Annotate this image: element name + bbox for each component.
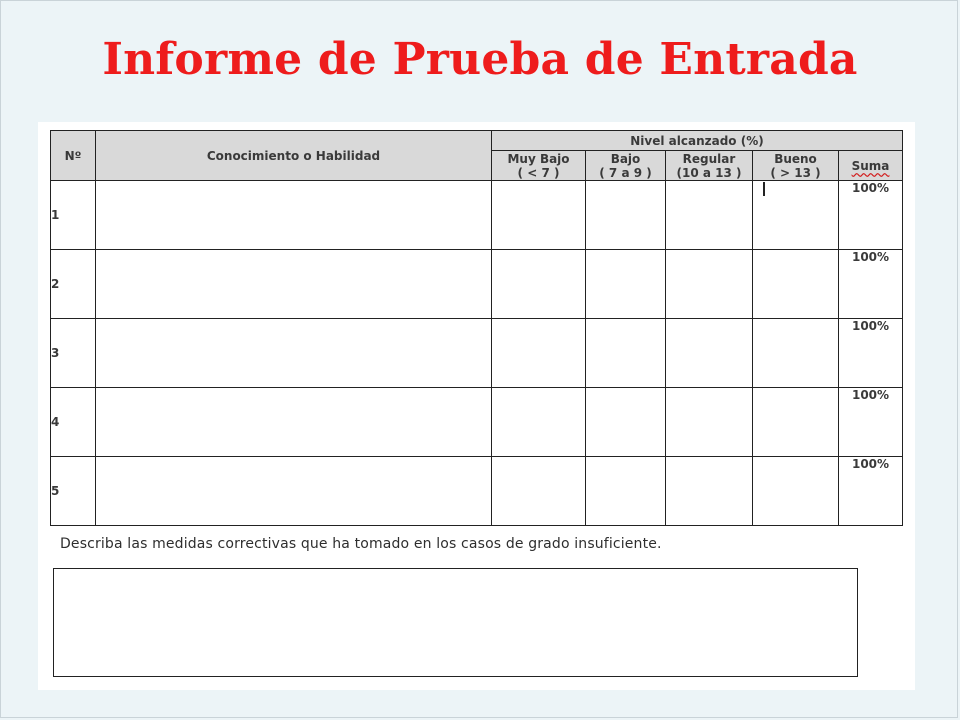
bajo-cell[interactable] — [586, 181, 666, 250]
skill-cell[interactable] — [96, 388, 492, 457]
corrective-measures-box[interactable] — [53, 568, 858, 677]
header-level-bueno — [753, 151, 839, 181]
page-title: Informe de Prueba de Entrada — [102, 34, 858, 85]
header-level-muy-bajo — [492, 151, 586, 181]
bueno-cell[interactable] — [753, 250, 839, 319]
skill-cell[interactable] — [96, 181, 492, 250]
bueno-cell[interactable] — [753, 181, 839, 250]
header-row-top — [51, 131, 903, 151]
sum-cell: 100% — [839, 181, 903, 250]
regular-cell[interactable] — [666, 181, 753, 250]
regular-cell[interactable] — [666, 319, 753, 388]
sum-label: Suma — [851, 158, 890, 173]
header-level-group: Nivel alcanzado (%) — [492, 131, 903, 151]
header-number: Nº — [51, 131, 96, 181]
sum-cell: 100% — [839, 388, 903, 457]
muy-bajo-cell[interactable] — [492, 457, 586, 526]
bajo-cell[interactable] — [586, 250, 666, 319]
report-sheet — [38, 122, 915, 690]
bueno-cell[interactable] — [753, 388, 839, 457]
row-number: 1 — [51, 181, 96, 250]
level-name: Bueno — [774, 151, 817, 166]
bueno-cell[interactable] — [753, 457, 839, 526]
table-row — [51, 388, 903, 457]
muy-bajo-cell[interactable] — [492, 319, 586, 388]
table-row — [51, 457, 903, 526]
sum-cell: 100% — [839, 319, 903, 388]
bueno-cell[interactable] — [753, 319, 839, 388]
sum-cell: 100% — [839, 250, 903, 319]
header-skill: Conocimiento o Habilidad — [96, 131, 492, 181]
header-level-bajo — [586, 151, 666, 181]
report-table — [50, 130, 903, 526]
row-number: 4 — [51, 388, 96, 457]
skill-cell[interactable] — [96, 319, 492, 388]
header-sum — [839, 151, 903, 181]
level-range: ( > 13 ) — [770, 165, 821, 180]
row-number: 3 — [51, 319, 96, 388]
level-name: Muy Bajo — [507, 151, 570, 166]
skill-cell[interactable] — [96, 457, 492, 526]
bajo-cell[interactable] — [586, 388, 666, 457]
row-number: 2 — [51, 250, 96, 319]
header-level-regular — [666, 151, 753, 181]
level-range: ( < 7 ) — [517, 165, 560, 180]
table-row — [51, 250, 903, 319]
level-name: Regular — [682, 151, 736, 166]
row-number: 5 — [51, 457, 96, 526]
skill-cell[interactable] — [96, 250, 492, 319]
table-row — [51, 319, 903, 388]
table-row — [51, 181, 903, 250]
regular-cell[interactable] — [666, 250, 753, 319]
text-cursor — [763, 182, 765, 196]
bajo-cell[interactable] — [586, 457, 666, 526]
regular-cell[interactable] — [666, 388, 753, 457]
instruction-text: Describa las medidas correctivas que ha tomado en los casos de grado insuficiente. — [60, 536, 662, 552]
muy-bajo-cell[interactable] — [492, 181, 586, 250]
level-range: (10 a 13 ) — [676, 165, 742, 180]
regular-cell[interactable] — [666, 457, 753, 526]
level-range: ( 7 a 9 ) — [599, 165, 652, 180]
sum-cell: 100% — [839, 457, 903, 526]
level-name: Bajo — [610, 151, 641, 166]
bajo-cell[interactable] — [586, 319, 666, 388]
muy-bajo-cell[interactable] — [492, 250, 586, 319]
muy-bajo-cell[interactable] — [492, 388, 586, 457]
